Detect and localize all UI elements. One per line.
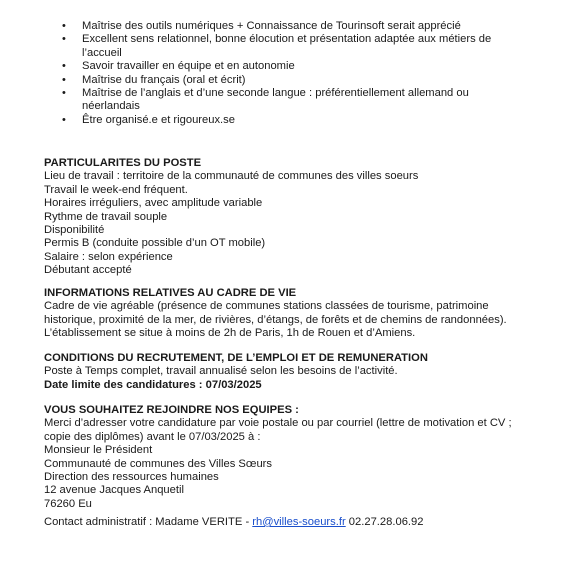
text-line: Horaires irréguliers, avec amplitude variable — [44, 197, 263, 210]
text-line: Salaire : selon expérience — [44, 250, 173, 263]
section-heading: INFORMATIONS RELATIVES AU CADRE DE VIE — [44, 287, 297, 299]
address-line: 12 avenue Jacques Anquetil — [44, 484, 184, 497]
list-item: • Maîtrise de l’anglais et d’une seconde langue : préférentiellement allemand ou néerlandais — [0, 87, 577, 114]
text-line: Lieu de travail : territoire de la communauté de communes des villes soeurs — [44, 170, 419, 183]
text-line: Travail le week-end fréquent. — [44, 183, 188, 196]
address-line: Monsieur le Président — [44, 444, 153, 457]
contact-label: Contact administratif : Madame VERITE - — [44, 516, 253, 528]
informations-section — [44, 287, 532, 341]
section-heading: VOUS SOUHAITEZ REJOINDRE NOS EQUIPES : — [44, 404, 299, 416]
text-line: Rythme de travail souple — [44, 210, 168, 223]
conditions-section — [44, 352, 544, 392]
list-item: • Maîtrise des outils numériques + Connaissance de Tourinsoft serait apprécié — [0, 20, 577, 33]
address-line: Direction des ressources humaines — [44, 471, 219, 484]
text-line: Permis B (conduite possible d’un OT mobile) — [44, 237, 266, 250]
particularites-section — [44, 157, 544, 278]
paragraph: Merci d’adresser votre candidature par voie postale ou par courriel (lettre de motivation et CV ; copie des diplômes) avant le 07/03/2025 à : — [44, 417, 512, 443]
rejoindre-section — [44, 404, 524, 511]
section-heading: PARTICULARITES DU POSTE — [44, 157, 202, 169]
skills-list — [0, 20, 577, 127]
contact-line — [44, 516, 544, 529]
text-line: Débutant accepté — [44, 264, 132, 277]
paragraph: Cadre de vie agréable (présence de communes stations classées de tourisme, patrimoine historique, proximité de la mer, de rivières, d’étangs, de forêts et de chemins de randonnées). L’établissement se situe à moins de 2h de Paris, 1h de Rouen et d’Amiens. — [44, 300, 507, 340]
phone-number: 02.27.28.06.92 — [345, 516, 424, 528]
address-line: 76260 Eu — [44, 497, 92, 510]
list-item: • Être organisé.e et rigoureux.se — [0, 114, 577, 127]
address-line: Communauté de communes des Villes Sœurs — [44, 457, 272, 470]
text-line: Poste à Temps complet, travail annualisé selon les besoins de l’activité. — [44, 365, 398, 378]
email-link[interactable]: rh@villes-soeurs.fr — [252, 516, 346, 528]
section-heading: CONDITIONS DU RECRUTEMENT, DE L’EMPLOI ET DE REMUNERATION — [44, 352, 428, 364]
deadline-text: Date limite des candidatures : 07/03/2025 — [44, 378, 262, 391]
text-line: Disponibilité — [44, 224, 105, 237]
list-item: • Savoir travailler en équipe et en autonomie — [0, 60, 577, 73]
list-item: • Excellent sens relationnel, bonne élocution et présentation adaptée aux métiers de l’accueil — [0, 33, 577, 60]
list-item: • Maîtrise du français (oral et écrit) — [0, 74, 577, 87]
